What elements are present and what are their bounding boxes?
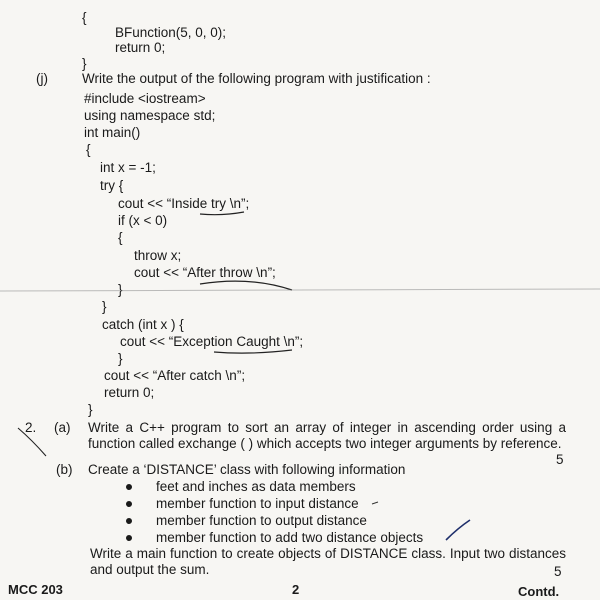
code-line: return 0; (104, 385, 155, 400)
question-number: 2. (25, 420, 37, 435)
code-line: catch (int x ) { (102, 317, 184, 332)
list-item: member function to input distance (156, 496, 359, 511)
bullet-icon (126, 535, 132, 541)
code-line: #include <iostream> (84, 91, 206, 106)
code-line: } (118, 282, 123, 297)
code-line: BFunction(5, 0, 0); (115, 25, 227, 40)
bullet-icon (126, 501, 132, 507)
code-line: cout << “After throw \n”; (134, 265, 276, 280)
marks: 5 (556, 452, 564, 467)
code-line: cout << “Inside try \n”; (118, 196, 250, 211)
code-line: { (118, 230, 123, 245)
question-text: Create a ‘DISTANCE’ class with following information (88, 462, 406, 477)
question-text: Write a main function to create objects of DISTANCE class. Input two distances and output the sum. (90, 546, 566, 577)
code-line: { (82, 10, 87, 25)
question-text: Write a C++ program to sort an array of integer in ascending order using a function called exchange ( ) which accepts two integer arguments by reference. (88, 420, 566, 451)
code-line: int main() (84, 125, 141, 140)
question-prompt: Write the output of the following program with justification : (82, 71, 431, 86)
code-line: return 0; (115, 40, 166, 55)
code-line: } (82, 56, 87, 71)
course-code: MCC 203 (8, 582, 63, 597)
code-line: { (86, 142, 91, 157)
code-line: cout << “Exception Caught \n”; (120, 334, 304, 349)
code-line: } (118, 351, 123, 366)
marks: 5 (554, 564, 562, 579)
list-item: member function to add two distance objects (156, 530, 424, 545)
code-line: if (x < 0) (118, 213, 168, 228)
bullet-icon (126, 518, 132, 524)
code-line: int x = -1; (100, 160, 156, 175)
code-line: using namespace std; (84, 108, 216, 123)
question-label: (j) (36, 71, 48, 86)
page-number: 2 (292, 582, 300, 597)
list-item: feet and inches as data members (156, 479, 356, 494)
part-label: (b) (56, 462, 73, 477)
code-line: throw x; (134, 248, 182, 263)
list-item: member function to output distance (156, 513, 367, 528)
code-line: } (88, 402, 93, 417)
part-label: (a) (54, 420, 71, 435)
code-line: } (102, 299, 107, 314)
bullet-icon (126, 484, 132, 490)
code-line: try { (100, 178, 124, 193)
code-line: cout << “After catch \n”; (104, 368, 246, 383)
continued-label: Contd. (518, 584, 560, 599)
